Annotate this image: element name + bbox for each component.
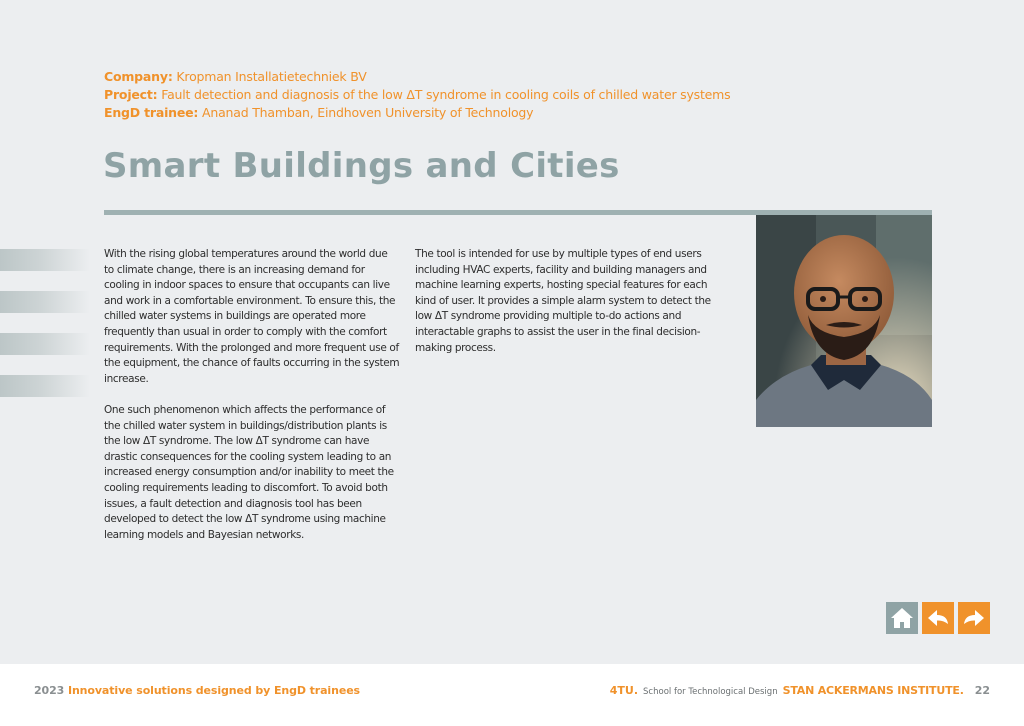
- trainee-photo: [756, 215, 932, 427]
- trainee-line: [104, 104, 804, 122]
- next-button[interactable]: [958, 602, 990, 634]
- home-icon: [889, 605, 915, 631]
- back-arrow-icon: [925, 605, 951, 631]
- portrait-illustration: [756, 215, 932, 427]
- footer-tagline: Innovative solutions designed by EngD trainees: [67, 684, 360, 697]
- project-label: Project:: [104, 87, 158, 102]
- paragraph: The tool is intended for use by multiple types of end users including HVAC experts, facility and building managers and machine learning experts, hosting special features for each kind of user. It provides a simple alarm system to detect the low ΔT syndrome providing multiple to-do actions and interactable graphs to assist the user in the final decision-making process.: [415, 248, 711, 354]
- footer-brand-logo: 4TU.: [609, 684, 639, 697]
- footer-left: [34, 684, 360, 697]
- body-column-1: [104, 247, 400, 559]
- trainee-label: EngD trainee:: [104, 105, 199, 120]
- paragraph: With the rising global temperatures around the world due to climate change, there is an increasing demand for cooling in indoor spaces to ensure that occupants can live and work in a comfortable environment. To ensure this, the chilled water systems in buildings are operated more frequently than usual in order to comply with the comfort requirements. With the prolonged and more frequent use of the equipment, the chance of faults occurring in the system increase.: [104, 248, 400, 385]
- next-arrow-icon: [961, 605, 987, 631]
- page-title: Smart Buildings and Cities: [103, 146, 620, 186]
- body-column-2: [415, 247, 715, 372]
- company-value: Kropman Installatietechniek BV: [176, 69, 367, 84]
- stripe: [0, 249, 90, 271]
- home-button[interactable]: [886, 602, 918, 634]
- stripe: [0, 333, 90, 355]
- stripe: [0, 291, 90, 313]
- page-number: 22: [974, 684, 990, 697]
- paragraph: One such phenomenon which affects the performance of the chilled water system in buildings/distribution plants is the low ΔT syndrome. The low ΔT syndrome can have drastic consequences for the cooling system leading to an increased energy consumption and/or inability to meet the cooling requirements leading to discomfort. To avoid both issues, a fault detection and diagnosis tool has been developed to detect the low ΔT syndrome using machine learning models and Bayesian networks.: [104, 403, 394, 541]
- footer-year: 2023: [34, 684, 65, 697]
- project-line: [104, 86, 804, 104]
- company-label: Company:: [104, 69, 173, 84]
- footer-school: School for Technological Design: [643, 687, 778, 697]
- company-line: [104, 68, 804, 86]
- footer-right: [610, 684, 990, 697]
- project-meta: [104, 68, 804, 122]
- footer-institute: STAN ACKERMANS INSTITUTE.: [782, 684, 964, 697]
- decorative-stripes: [0, 249, 90, 417]
- project-value: Fault detection and diagnosis of the low ΔT syndrome in cooling coils of chilled water systems: [161, 87, 731, 102]
- stripe: [0, 375, 90, 397]
- trainee-value: Ananad Thamban, Eindhoven University of Technology: [202, 105, 534, 120]
- back-button[interactable]: [922, 602, 954, 634]
